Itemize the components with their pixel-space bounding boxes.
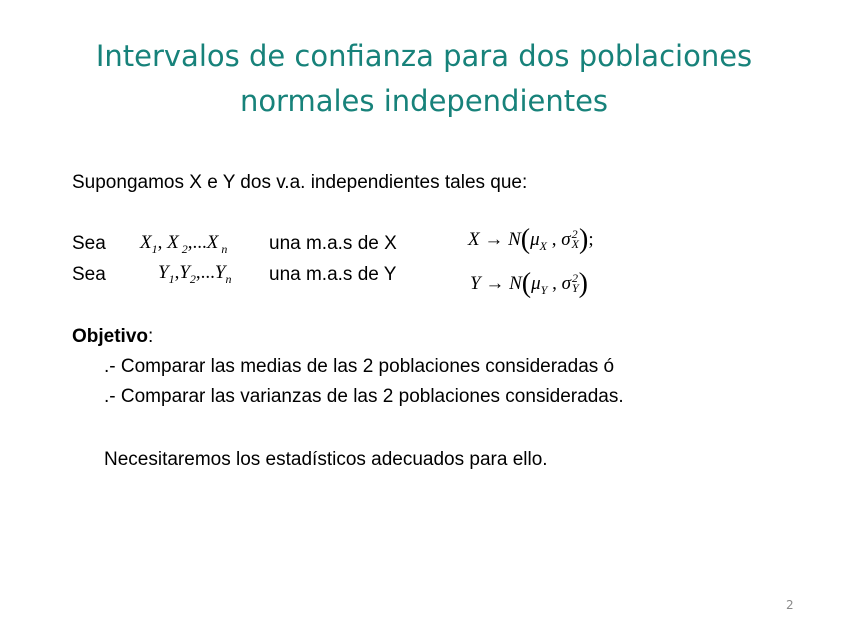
dist-x-formula: $X \to N(\mu_X$ , σ 2 X ); bbox=[468, 224, 594, 255]
slide-title bbox=[40, 34, 808, 124]
sample-y-formula: $Y_1,Y_2,...Y_n$ bbox=[158, 262, 232, 286]
dist-y-formula: $Y \to N(\mu_Y$ , σ 2 Y ) bbox=[470, 268, 588, 299]
title-line-1: Intervalos de confianza para dos poblaciones bbox=[95, 39, 753, 73]
sample-x-desc: una m.a.s de X bbox=[269, 233, 397, 254]
intro-text: Supongamos X e Y dos v.a. independientes tales que: bbox=[72, 172, 528, 193]
title-line-2: normales independientes bbox=[239, 84, 609, 118]
objective-colon: : bbox=[148, 326, 154, 347]
objective-label: Objetivo bbox=[72, 326, 149, 347]
objective-heading bbox=[72, 326, 153, 348]
closing-text: Necesitaremos los estadísticos adecuados para ello. bbox=[104, 449, 548, 470]
sea-label-1: Sea bbox=[72, 233, 106, 254]
objective-item-1: .- Comparar las medias de las 2 poblaciones consideradas ó bbox=[104, 356, 615, 377]
sea-label-2: Sea bbox=[72, 264, 106, 285]
objective-item-2: .- Comparar las varianzas de las 2 poblaciones consideradas. bbox=[104, 386, 624, 407]
sample-y-desc: una m.a.s de Y bbox=[269, 264, 397, 285]
sample-x-formula: $X_1$, X $_2$,...X $_n$ bbox=[140, 232, 228, 256]
page-number: 2 bbox=[786, 598, 794, 612]
